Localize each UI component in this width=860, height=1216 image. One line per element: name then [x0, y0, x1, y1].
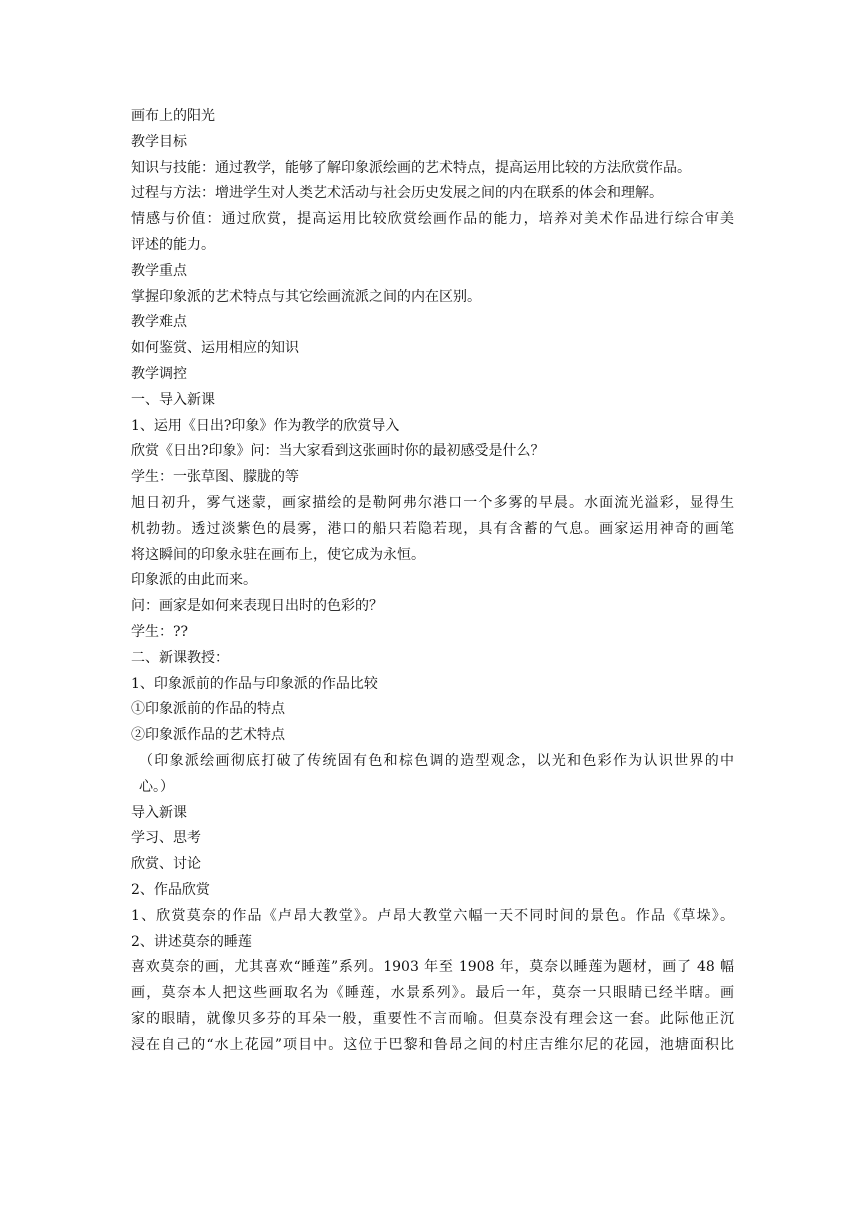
study-think: 学习、思考: [131, 830, 201, 847]
step-one-text: 1、运用《日出?印象》作为教学的欣赏导入: [131, 417, 400, 434]
section-heading-key-points: 教学重点: [131, 262, 187, 279]
paragraph-waterlilies-line-2: 画，莫奈本人把这些画取名为《睡莲，水景系列》。最后一年，莫奈一只眼睛已经半瞎。画: [131, 985, 734, 1002]
monet-cathedral-text: 1、欣赏莫奈的作品《卢昂大教堂》。卢昂大教堂六幅一天不同时间的景色。作品《草垛》。: [131, 907, 734, 924]
objective-emotion-continued: 评述的能力。: [131, 236, 215, 253]
objective-emotion: 情感与价值：通过欣赏，提高运用比较欣赏绘画作品的能力，培养对美术作品进行综合审美: [131, 211, 734, 228]
question-colors: 问：画家是如何来表现日出时的色彩的？: [131, 598, 383, 615]
objective-knowledge: 知识与技能：通过教学，能够了解印象派绘画的艺术特点，提高运用比较的方法欣赏作品。: [131, 159, 691, 176]
document-body: [131, 104, 734, 1058]
appreciate-discuss: 欣赏、讨论: [131, 856, 201, 873]
note-line-1: （印象派绘画彻底打破了传统固有色和棕色调的造型观念，以光和色彩作为认识世界的中: [139, 752, 734, 769]
comparison-item-2: ②印象派作品的艺术特点: [131, 727, 285, 744]
comparison-heading: 1、印象派前的作品与印象派的作品比较: [131, 675, 378, 692]
objective-process: 过程与方法：增进学生对人类艺术活动与社会历史发展之间的内在联系的体会和理解。: [131, 185, 663, 202]
impressionism-origin: 印象派的由此而来。: [131, 572, 257, 589]
paragraph-waterlilies-line-1: 喜欢莫奈的画，尤其喜欢“睡莲”系列。1903 年至 1908 年，莫奈以睡莲为题材，画了 48 幅: [131, 959, 734, 976]
difficulties-text: 如何鉴赏、运用相应的知识: [131, 340, 299, 357]
question-text: 欣赏《日出?印象》问：当大家看到这张画时你的最初感受是什么？: [131, 443, 545, 460]
part-two-heading: 二、新课教授：: [131, 649, 229, 666]
works-appreciation-heading: 2、作品欣赏: [131, 881, 210, 898]
paragraph-sunrise-line-1: 旭日初升，雾气迷蒙，画家描绘的是勒阿弗尔港口一个多雾的早晨。水面流光溢彩，显得生: [131, 494, 734, 511]
student-answer-2: 学生：??: [131, 623, 189, 640]
student-answer: 学生：一张草图、朦胧的等: [131, 469, 299, 486]
paragraph-sunrise-line-2: 机勃勃。透过淡紫色的晨雾，港口的船只若隐若现，具有含蓄的气息。画家运用神奇的画笔: [131, 520, 734, 537]
document-title: 画布上的阳光: [131, 108, 215, 124]
section-heading-control: 教学调控: [131, 365, 187, 382]
part-one-heading: 一、导入新课: [131, 391, 215, 408]
paragraph-sunrise-line-3: 将这瞬间的印象永驻在画布上，使它成为永恒。: [131, 546, 425, 563]
paragraph-waterlilies-line-4: 浸在自己的“水上花园”项目中。这位于巴黎和鲁昂之间的村庄吉维尔尼的花园，池塘面积比: [131, 1036, 734, 1053]
monet-waterlilies-heading: 2、讲述莫奈的睡莲: [131, 933, 252, 950]
paragraph-waterlilies-line-3: 家的眼睛，就像贝多芬的耳朵一般，重要性不言而喻。但莫奈没有理会这一套。此际他正沉: [131, 1010, 734, 1027]
section-heading-objectives: 教学目标: [131, 133, 187, 150]
intro-new-lesson: 导入新课: [131, 804, 187, 821]
comparison-item-1: ①印象派前的作品的特点: [131, 701, 285, 718]
key-points-text: 掌握印象派的艺术特点与其它绘画流派之间的内在区别。: [131, 288, 481, 305]
note-line-2: 心。）: [139, 778, 174, 795]
section-heading-difficulties: 教学难点: [131, 314, 187, 331]
